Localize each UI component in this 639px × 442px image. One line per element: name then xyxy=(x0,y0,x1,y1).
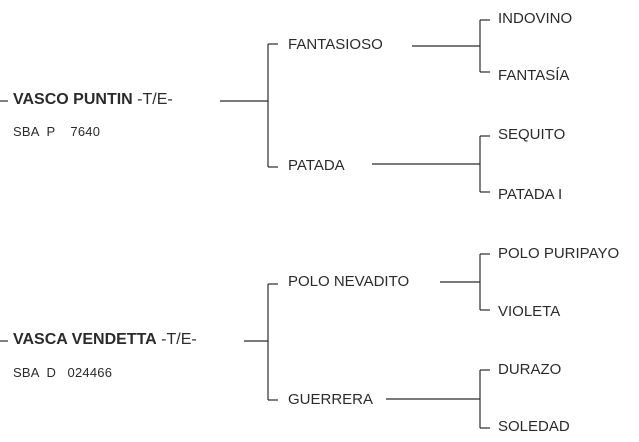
paternal-grandsire: POLO PURIPAYO xyxy=(498,245,620,262)
paternal-grandsire: INDOVINO xyxy=(498,10,573,27)
registry-number: SBA P 7640 xyxy=(13,124,101,139)
animal-suffix: -T/E- xyxy=(132,91,173,108)
paternal-granddam: FANTASÍA xyxy=(498,67,570,84)
sire-name: FANTASIOSO xyxy=(288,36,383,53)
sire-name: POLO NEVADITO xyxy=(288,273,410,290)
dam-name: PATADA xyxy=(288,157,345,174)
animal-name-bold: VASCO PUNTIN xyxy=(13,91,133,108)
animal-name xyxy=(13,331,197,349)
registry-number: SBA D 024466 xyxy=(13,365,113,380)
animal-name-bold: VASCA VENDETTA xyxy=(13,331,157,348)
animal-name xyxy=(13,91,173,109)
paternal-granddam: VIOLETA xyxy=(498,303,561,320)
maternal-granddam: PATADA I xyxy=(498,186,563,203)
maternal-grandsire: DURAZO xyxy=(498,361,562,378)
maternal-grandsire: SEQUITO xyxy=(498,126,566,143)
maternal-granddam: SOLEDAD xyxy=(498,418,570,435)
animal-suffix: -T/E- xyxy=(156,331,197,348)
dam-name: GUERRERA xyxy=(288,391,374,408)
